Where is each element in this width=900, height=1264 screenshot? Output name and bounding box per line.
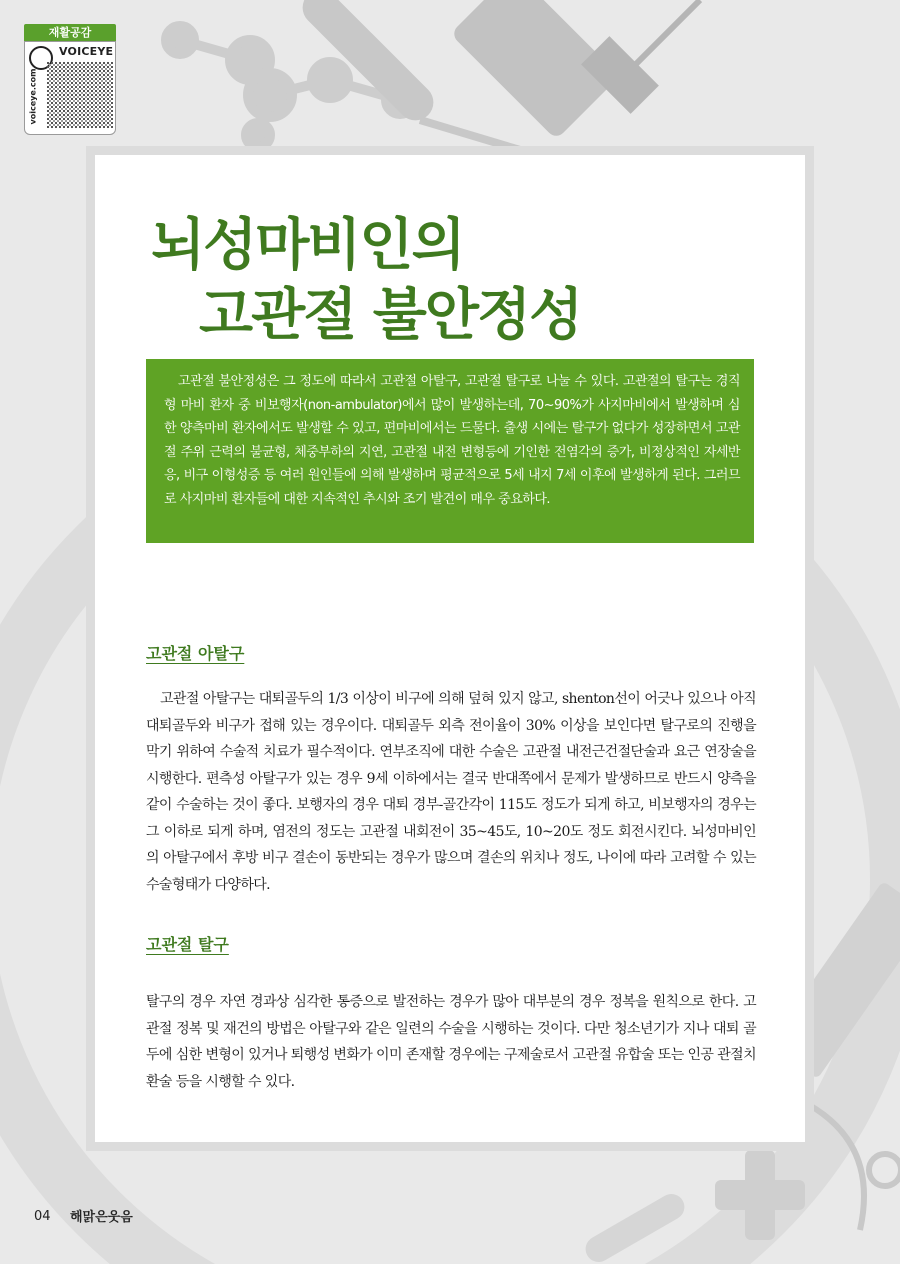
qr-code-icon [47,62,113,128]
article-card [86,146,814,1151]
voiceye-badge [24,24,116,135]
voiceye-url: voiceye.com [28,68,38,125]
article-title-line1: 뇌성마비인의 [151,213,464,278]
section-heading-dislocation: 고관절 탈구 [146,935,229,954]
voiceye-code-box [24,41,116,135]
syringe-icon [450,0,700,140]
section-body-subluxation: 고관절 아탈구는 대퇴골두의 1/3 이상이 비구에 의해 덮혀 있지 않고, shenton선이 어긋나 있으나 아직 대퇴골두와 비구가 접해 있는 경우이다. 대퇴골두 외측 전이율이 30% 이상을 보인다면 탈구로의 진행을 막기 위하여 수술적 치료가 필수적이다. 연부조직에 대한 수술은 고관절 내전근건절단술과 요근 연장술을 시행한다. 편측성 아탈구가 있는 경우 9세 이하에서는 결국 반대쪽에서 문제가 발생하므로 반드시 양측을 같이 수술하는 것이 좋다. 보행자의 경우 대퇴 경부-골간각이 115도 정도가 되게 하고, 비보행자의 경우는 그 이하로 되게 하며, 염전의 정도는 고관절 내회전이 35~45도, 10~20도 정도 회전시킨다. 뇌성마비인의 아탈구에서 후방 비구 결손이 동반되는 경우가 많으며 결손의 위치나 정도, 나이에 따라 고려할 수 있는 수술형태가 다양하다. [146,691,756,893]
category-label: 재활공감 [24,24,116,41]
voiceye-brand: VOICEYE [59,45,114,58]
intro-box: 고관절 불안정성은 그 정도에 따라서 고관절 아탈구, 고관절 탈구로 나눌 수 있다. 고관절의 탈구는 경직형 마비 환자 중 비보행자(non-ambulator)에서 많이 발생하는데, 70~90%가 사지마비에서 발생하며 심한 양측마비 환자에서도 발생할 수 있고, 편마비에서는 드물다. 출생 시에는 탈구가 없다가 성장하면서 고관절 주위 근력의 불균형, 체중부하의 지연, 고관절 내전 변형등에 기인한 전염각의 증가, 비정상적인 자세반응, 비구 이형성증 등 여러 원인들에 의해 발생하며 평균적으로 5세 내지 7세 이후에 발생하게 된다. 그러므로 사지마비 환자들에 대한 지속적인 추시와 조기 발견이 매우 중요하다. [146,359,754,543]
section-body-dislocation: 탈구의 경우 자연 경과상 심각한 통증으로 발전하는 경우가 많아 대부분의 경우 정복을 원칙으로 한다. 고관절 정복 및 재건의 방법은 아탈구와 같은 일련의 수술을 시행하는 것이다. 다만 청소년기가 지나 대퇴 골두에 심한 변형이 있거나 퇴행성 변화가 이미 존재할 경우에는 구제술로서 고관절 유합술 또는 인공 관절치환술 등을 시행할 수 있다. [146,994,756,1090]
page-number: 04 [34,1209,51,1224]
section-heading-subluxation: 고관절 아탈구 [146,644,245,663]
magazine-logo: 해맑은웃음 [70,1210,133,1225]
article-title-line2: 고관절 불안정성 [199,283,582,348]
